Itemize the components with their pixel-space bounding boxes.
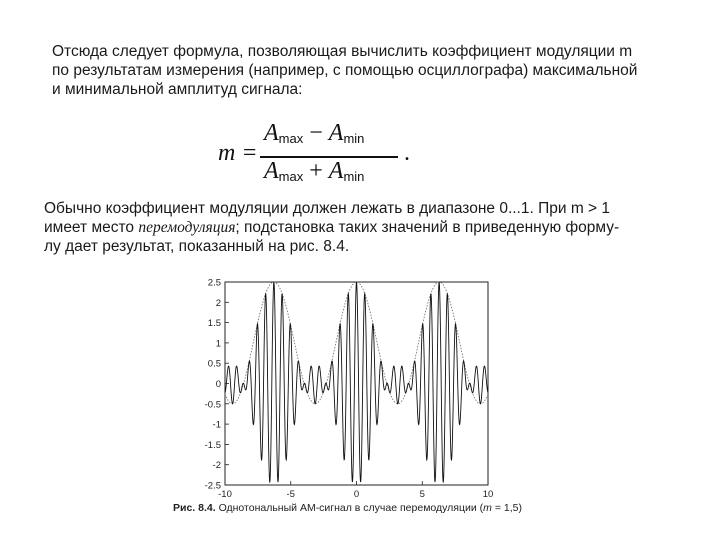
am-signal-series-line (225, 282, 488, 482)
y-tick-label: 0 (215, 379, 221, 390)
x-tick-label: -5 (286, 489, 295, 500)
paragraph-2-line-3: лу дает результат, показанный на рис. 8.4. (44, 238, 350, 255)
y-tick-label: 2.5 (207, 277, 221, 289)
caption-label: Рис. 8.4. (173, 502, 216, 514)
paragraph-2-line-2: имеет место перемодуляция; подстановка таких значений в приведенную форму- (44, 219, 620, 236)
paragraph-1-line-3: и минимальной амплитуд сигнала: (52, 81, 303, 98)
x-tick-label: 5 (419, 489, 425, 500)
y-tick-label: 1.5 (207, 318, 221, 330)
formula-denominator: $A_{max} + A_{min}$ (264, 158, 365, 184)
x-tick-label: -10 (218, 489, 232, 500)
y-tick-label: 1 (215, 338, 221, 350)
y-tick-label: -1.5 (204, 439, 221, 451)
y-tick-label: 0.5 (207, 358, 221, 370)
y-tick-label: -0.5 (204, 399, 221, 411)
x-tick-label: 0 (353, 489, 360, 500)
y-tick-label: -2.5 (204, 480, 221, 492)
x-tick-label: 10 (482, 489, 494, 500)
term-overmodulation: перемодуляция (138, 219, 236, 236)
formula-period: . (404, 140, 410, 166)
figure-caption: Рис. 8.4. Однотональный АМ-сигнал в случае перемодуляции (m = 1,5) (173, 502, 522, 514)
paragraph-1-line-1: Отсюда следует формула, позволяющая вычислить коэффициент модуляции m (52, 43, 633, 60)
y-tick-label: 2 (215, 297, 221, 309)
formula-lhs: m = (218, 140, 258, 166)
y-tick-label: -2 (212, 460, 221, 472)
paragraph-2-line-1: Обычно коэффициент модуляции должен лежать в диапазоне 0...1. При m > 1 (44, 200, 611, 217)
y-tick-label: -1 (212, 419, 221, 431)
paragraph-1-line-2: по результатам измерения (например, с помощью осциллографа) максимальной (52, 62, 638, 79)
formula-numerator: $A_{max} - A_{min}$ (264, 120, 365, 146)
